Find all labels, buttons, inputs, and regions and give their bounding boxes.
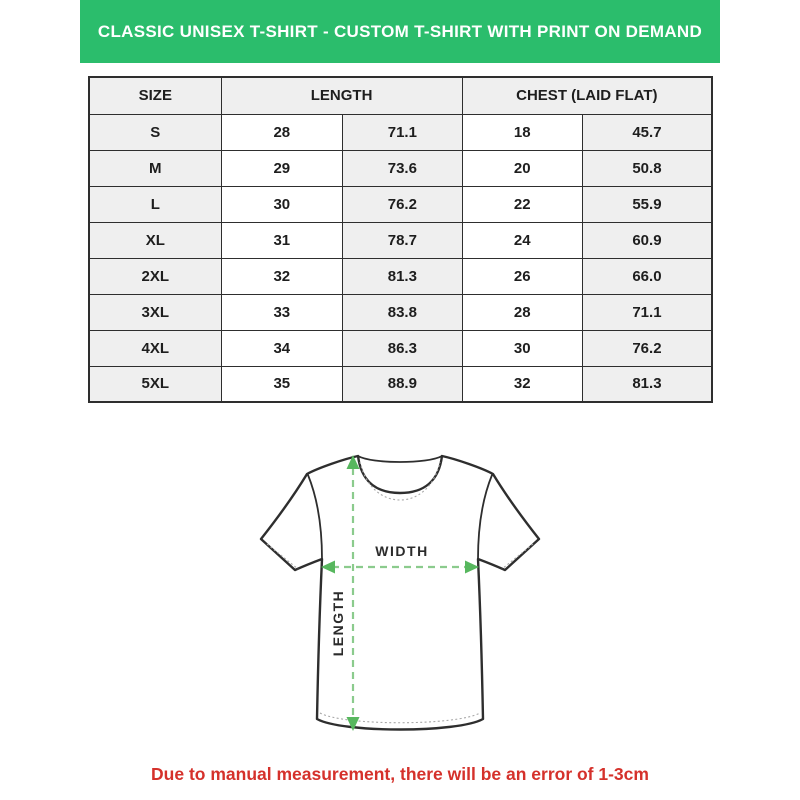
column-header-chest: CHEST (LAID FLAT) bbox=[462, 77, 712, 114]
length-cm-cell: 76.2 bbox=[343, 186, 463, 222]
chest-inches-cell: 18 bbox=[462, 114, 582, 150]
length-cm-cell: 78.7 bbox=[343, 222, 463, 258]
length-label: LENGTH bbox=[330, 589, 346, 657]
table-row bbox=[89, 366, 712, 402]
measurement-error-note: Due to manual measurement, there will be an error of 1-3cm bbox=[151, 764, 649, 784]
chest-inches-cell: 32 bbox=[462, 366, 582, 402]
size-table-header bbox=[89, 77, 712, 114]
size-table-body bbox=[89, 114, 712, 402]
length-cm-cell: 71.1 bbox=[343, 114, 463, 150]
length-cm-cell: 88.9 bbox=[343, 366, 463, 402]
size-cell: L bbox=[89, 186, 221, 222]
table-row bbox=[89, 294, 712, 330]
collar-back-line bbox=[358, 456, 442, 462]
length-cm-cell: 73.6 bbox=[343, 150, 463, 186]
length-cm-cell: 83.8 bbox=[343, 294, 463, 330]
size-table bbox=[88, 76, 713, 403]
chest-inches-cell: 26 bbox=[462, 258, 582, 294]
chest-cm-cell: 50.8 bbox=[582, 150, 712, 186]
tshirt-measurement-diagram bbox=[248, 442, 552, 742]
length-inches-cell: 33 bbox=[221, 294, 342, 330]
length-inches-cell: 29 bbox=[221, 150, 342, 186]
size-cell: S bbox=[89, 114, 221, 150]
length-inches-cell: 35 bbox=[221, 366, 342, 402]
header-row bbox=[89, 77, 712, 114]
length-inches-cell: 31 bbox=[221, 222, 342, 258]
chest-cm-cell: 45.7 bbox=[582, 114, 712, 150]
length-inches-cell: 32 bbox=[221, 258, 342, 294]
table-row bbox=[89, 330, 712, 366]
width-label: WIDTH bbox=[375, 543, 429, 559]
chest-inches-cell: 30 bbox=[462, 330, 582, 366]
length-inches-cell: 28 bbox=[221, 114, 342, 150]
column-header-size: SIZE bbox=[89, 77, 221, 114]
table-row bbox=[89, 222, 712, 258]
chest-inches-cell: 20 bbox=[462, 150, 582, 186]
chest-cm-cell: 81.3 bbox=[582, 366, 712, 402]
chest-cm-cell: 55.9 bbox=[582, 186, 712, 222]
size-cell: 3XL bbox=[89, 294, 221, 330]
table-row bbox=[89, 150, 712, 186]
title-banner bbox=[80, 0, 720, 63]
chest-inches-cell: 28 bbox=[462, 294, 582, 330]
chest-inches-cell: 22 bbox=[462, 186, 582, 222]
size-cell: M bbox=[89, 150, 221, 186]
size-cell: 5XL bbox=[89, 366, 221, 402]
column-header-length: LENGTH bbox=[221, 77, 462, 114]
length-cm-cell: 81.3 bbox=[343, 258, 463, 294]
length-cm-cell: 86.3 bbox=[343, 330, 463, 366]
chest-cm-cell: 76.2 bbox=[582, 330, 712, 366]
chest-cm-cell: 66.0 bbox=[582, 258, 712, 294]
chest-cm-cell: 71.1 bbox=[582, 294, 712, 330]
chest-cm-cell: 60.9 bbox=[582, 222, 712, 258]
table-row bbox=[89, 258, 712, 294]
tshirt-outline bbox=[261, 456, 539, 730]
size-cell: XL bbox=[89, 222, 221, 258]
chest-inches-cell: 24 bbox=[462, 222, 582, 258]
page-title: CLASSIC UNISEX T-SHIRT - CUSTOM T-SHIRT WITH PRINT ON DEMAND bbox=[97, 21, 703, 41]
table-row bbox=[89, 114, 712, 150]
length-inches-cell: 30 bbox=[221, 186, 342, 222]
table-row bbox=[89, 186, 712, 222]
length-inches-cell: 34 bbox=[221, 330, 342, 366]
size-cell: 4XL bbox=[89, 330, 221, 366]
size-cell: 2XL bbox=[89, 258, 221, 294]
